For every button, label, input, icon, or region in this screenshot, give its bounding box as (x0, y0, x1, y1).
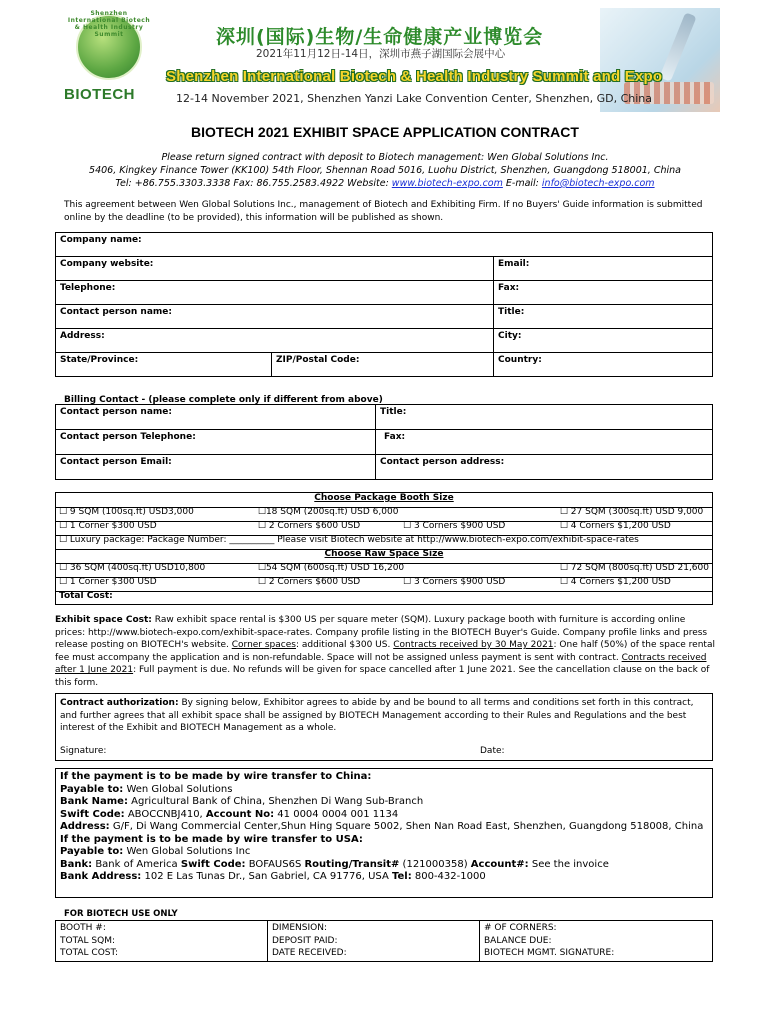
value: Agricultural Bank of China, Shenzhen Di Wang Sub-Branch (127, 796, 424, 807)
use-column-1 (56, 921, 268, 962)
space-cost-body-2: : additional $300 US. (295, 640, 394, 651)
deposit-paid-field[interactable]: DEPOSIT PAID: (272, 935, 338, 946)
value: ABOCCNBJ410, (124, 808, 206, 820)
usa-payable-line (60, 846, 708, 859)
corner-1-checkbox[interactable]: ☐ 1 Corner $300 USD (59, 521, 157, 531)
use-column-3 (480, 921, 713, 962)
raw-corner-2-checkbox[interactable]: ☐ 2 Corners $600 USD (257, 577, 361, 587)
contact-person-field[interactable]: Contact person name: (56, 305, 494, 329)
billing-telephone-field[interactable]: Contact person Telephone: (56, 430, 376, 455)
header-banner (56, 8, 720, 112)
raw-space-header: Choose Raw Space Size (324, 549, 444, 559)
signature-field[interactable]: Signature: (60, 746, 107, 756)
wire-transfer-box (55, 768, 713, 898)
company-email-field[interactable]: Email: (494, 257, 713, 281)
biotech-use-caption: FOR BIOTECH USE ONLY (64, 909, 178, 919)
exhibit-space-cost-text (55, 614, 715, 690)
company-fax-field[interactable]: Fax: (494, 281, 713, 305)
balance-due-field[interactable]: BALANCE DUE: (484, 935, 552, 946)
raw-corner-4-checkbox[interactable]: ☐ 4 Corners $1,200 USD (559, 577, 671, 587)
usa-wire-header: If the payment is to be made by wire transfer to USA: (60, 833, 363, 845)
early-deadline-term: Contracts received by 30 May 2021 (393, 640, 554, 651)
space-cost-label: Exhibit space Cost: (55, 615, 152, 625)
billing-contact-field[interactable]: Contact person name: (56, 405, 376, 430)
booth-27sqm-checkbox[interactable]: ☐ 27 SQM (300sq.ft) USD 9,000 (559, 507, 704, 517)
corners-count-field[interactable]: # OF CORNERS: (484, 923, 557, 933)
email-label: E-mail: (502, 178, 542, 189)
authorization-label: Contract authorization: (60, 698, 179, 708)
label: Bank Address: (60, 871, 142, 882)
value: See the invoice (528, 858, 609, 870)
banner-date-chinese: 2021年11月12日-14日，深圳市燕子湖国际会展中心 (256, 48, 506, 60)
space-cost-body-1: Raw exhibit space rental is $300 US per square meter (SQM). Luxury package booth with furniture is according online prices: http://www.biotech-expo.com/exhibit-space-rates. Company profile listing in the BIOTECH Buyer's Guide. Company profile links and press release posting on BIOTECH's website. (55, 615, 708, 651)
value: 102 E Las Tunas Dr., San Gabriel, CA 91776, USA (141, 871, 392, 882)
label: Account#: (470, 858, 529, 870)
booth-18sqm-checkbox[interactable]: ☐18 SQM (200sq.ft) USD 6,000 (257, 507, 399, 517)
china-bank-line (60, 796, 708, 809)
country-field[interactable]: Country: (494, 353, 713, 377)
contact-title-field[interactable]: Title: (494, 305, 713, 329)
raw-corner-1-checkbox[interactable]: ☐ 1 Corner $300 USD (59, 577, 157, 587)
biotech-logo (58, 10, 154, 106)
company-name-field[interactable]: Company name: (56, 233, 713, 257)
use-column-2 (268, 921, 480, 962)
value: Wen Global Solutions (123, 783, 233, 795)
corner-4-checkbox[interactable]: ☐ 4 Corners $1,200 USD (559, 521, 671, 531)
billing-address-field[interactable]: Contact person address: (376, 455, 713, 480)
value: 800-432-1000 (411, 871, 486, 882)
date-field[interactable]: Date: (480, 746, 505, 756)
intro-line-2: 5406, Kingkey Finance Tower (KK100) 54th Floor, Shennan Road 5016, Luohu District, Shenzhen, Guangdong 518001, China (89, 165, 681, 176)
total-cost-field[interactable]: Total Cost: (59, 591, 113, 601)
company-website-field[interactable]: Company website: (56, 257, 494, 281)
space-cost-body-4: : Full payment is due. No refunds will be given for space cancelled after 1 June 2021. See the cancellation clause on the back of this form. (55, 665, 710, 688)
china-swift-line (60, 809, 708, 822)
intro-line-1: Please return signed contract with deposit to Biotech management: Wen Global Solutions Inc. (161, 152, 609, 163)
intro-phone-fax: Tel: +86.755.3303.3338 Fax: 86.755.2583.4922 Website: (115, 178, 392, 189)
document-title: BIOTECH 2021 EXHIBIT SPACE APPLICATION CONTRACT (191, 124, 579, 140)
logo-wordmark: BIOTECH (64, 86, 135, 103)
address-field[interactable]: Address: (56, 329, 494, 353)
corner-spaces-term: Corner spaces (231, 640, 296, 651)
label: Payable to: (60, 783, 124, 795)
company-info-table (55, 232, 713, 377)
raw-54sqm-checkbox[interactable]: ☐54 SQM (600sq.ft) USD 16,200 (257, 563, 405, 573)
label: Address: (60, 821, 110, 832)
authorization-text: By signing below, Exhibitor agrees to abide by and be bound to all terms and conditions set forth in this contract, and further agrees that all exhibit space shall be assigned by BIOTECH Management according to their Rules and Regulations and the best interest of the Exhibit and BIOTECH Management as a whole. (60, 698, 694, 733)
late-deadline-term: Contracts received after 1 June 2021 (55, 652, 707, 676)
usa-bank-line (60, 859, 708, 872)
banner-title-english: Shenzhen International Biotech & Health Industry Summit and Expo (166, 68, 663, 85)
billing-table (55, 404, 713, 480)
raw-corner-3-checkbox[interactable]: ☐ 3 Corners $900 USD (403, 577, 506, 587)
label: Account No: (205, 808, 275, 820)
total-sqm-field[interactable]: TOTAL SQM: (60, 935, 116, 946)
china-address-line (60, 821, 708, 834)
value: BOFAUS6S (245, 858, 305, 870)
value: Wen Global Solutions Inc (123, 846, 251, 857)
china-payable-line (60, 784, 708, 797)
value: (121000358) (399, 858, 471, 870)
booth-9sqm-checkbox[interactable]: ☐ 9 SQM (100sq.ft) USD3,000 (59, 507, 194, 517)
label: Bank Name: (60, 796, 128, 807)
email-link[interactable]: info@biotech-expo.com (541, 178, 655, 189)
label: Bank: (60, 858, 93, 870)
label: Tel: (391, 871, 412, 882)
zip-field[interactable]: ZIP/Postal Code: (272, 353, 494, 377)
usa-address-line (60, 871, 708, 884)
value: G/F, Di Wang Commercial Center,Shun Hing Square 5002, Shen Nan Road East, Shenzhen, Guangdong 518008, China (109, 821, 704, 832)
value: Bank of America (92, 858, 181, 870)
corner-2-checkbox[interactable]: ☐ 2 Corners $600 USD (257, 521, 361, 531)
billing-fax-field[interactable]: Fax: (376, 430, 713, 455)
biotech-use-table (55, 920, 713, 962)
value: 41 0004 0004 001 1134 (274, 808, 399, 820)
billing-email-field[interactable]: Contact person Email: (56, 455, 376, 480)
logo-ring-text: Shenzhen International Biotech & Health Industry Summit (67, 10, 151, 38)
label: Swift Code: (60, 808, 125, 820)
company-telephone-field[interactable]: Telephone: (56, 281, 494, 305)
intro-line-3 (0, 177, 770, 190)
raw-72sqm-checkbox[interactable]: ☐ 72 SQM (800sq.ft) USD 21,600 (559, 563, 709, 573)
luxury-package-checkbox[interactable]: ☐ Luxury package: Package Number: __________ Please visit Biotech website at http://www.biotech-expo.com/exhibit-space-rates (59, 535, 639, 545)
city-field[interactable]: City: (494, 329, 713, 353)
banner-date-english: 12-14 November 2021, Shenzhen Yanzi Lake Convention Center, Shenzhen, GD, China (176, 92, 652, 105)
label: Swift Code: (180, 858, 246, 870)
billing-caption: Billing Contact - (please complete only if different from above) (64, 395, 383, 405)
banner-title-chinese: 深圳(国际)生物/生命健康产业博览会 (216, 26, 544, 48)
label: Routing/Transit# (304, 858, 400, 870)
contract-authorization-box (55, 693, 713, 761)
total-cost-admin-field[interactable]: TOTAL COST: (60, 948, 119, 958)
date-received-field[interactable]: DATE RECEIVED: (272, 948, 347, 958)
website-link[interactable]: www.biotech-expo.com (391, 178, 503, 189)
mgmt-signature-field[interactable]: BIOTECH MGMT. SIGNATURE: (484, 948, 615, 958)
space-cost-body-3: : One half (50%) of the space rental fee must accompany the application and is non-refundable. Space will not be assigned unless payment is sent with contract. (55, 640, 715, 663)
booth-size-header: Choose Package Booth Size (314, 493, 454, 503)
agreement-text: This agreement between Wen Global Solutions Inc., management of Biotech and Exhibiting Firm. If no Buyers' Guide information is submitted online by the deadline (to be provided), this information will be published as shown. (64, 200, 703, 223)
package-table (55, 492, 713, 604)
label: Payable to: (60, 846, 124, 857)
corner-3-checkbox[interactable]: ☐ 3 Corners $900 USD (403, 521, 506, 531)
dimension-field[interactable]: DIMENSION: (272, 923, 327, 933)
state-field[interactable]: State/Province: (56, 353, 272, 377)
booth-number-field[interactable]: BOOTH #: (60, 923, 106, 933)
billing-title-field[interactable]: Title: (376, 405, 713, 430)
contact-intro (0, 151, 770, 190)
china-wire-header: If the payment is to be made by wire transfer to China: (60, 771, 372, 782)
raw-36sqm-checkbox[interactable]: ☐ 36 SQM (400sq.ft) USD10,800 (59, 563, 206, 573)
